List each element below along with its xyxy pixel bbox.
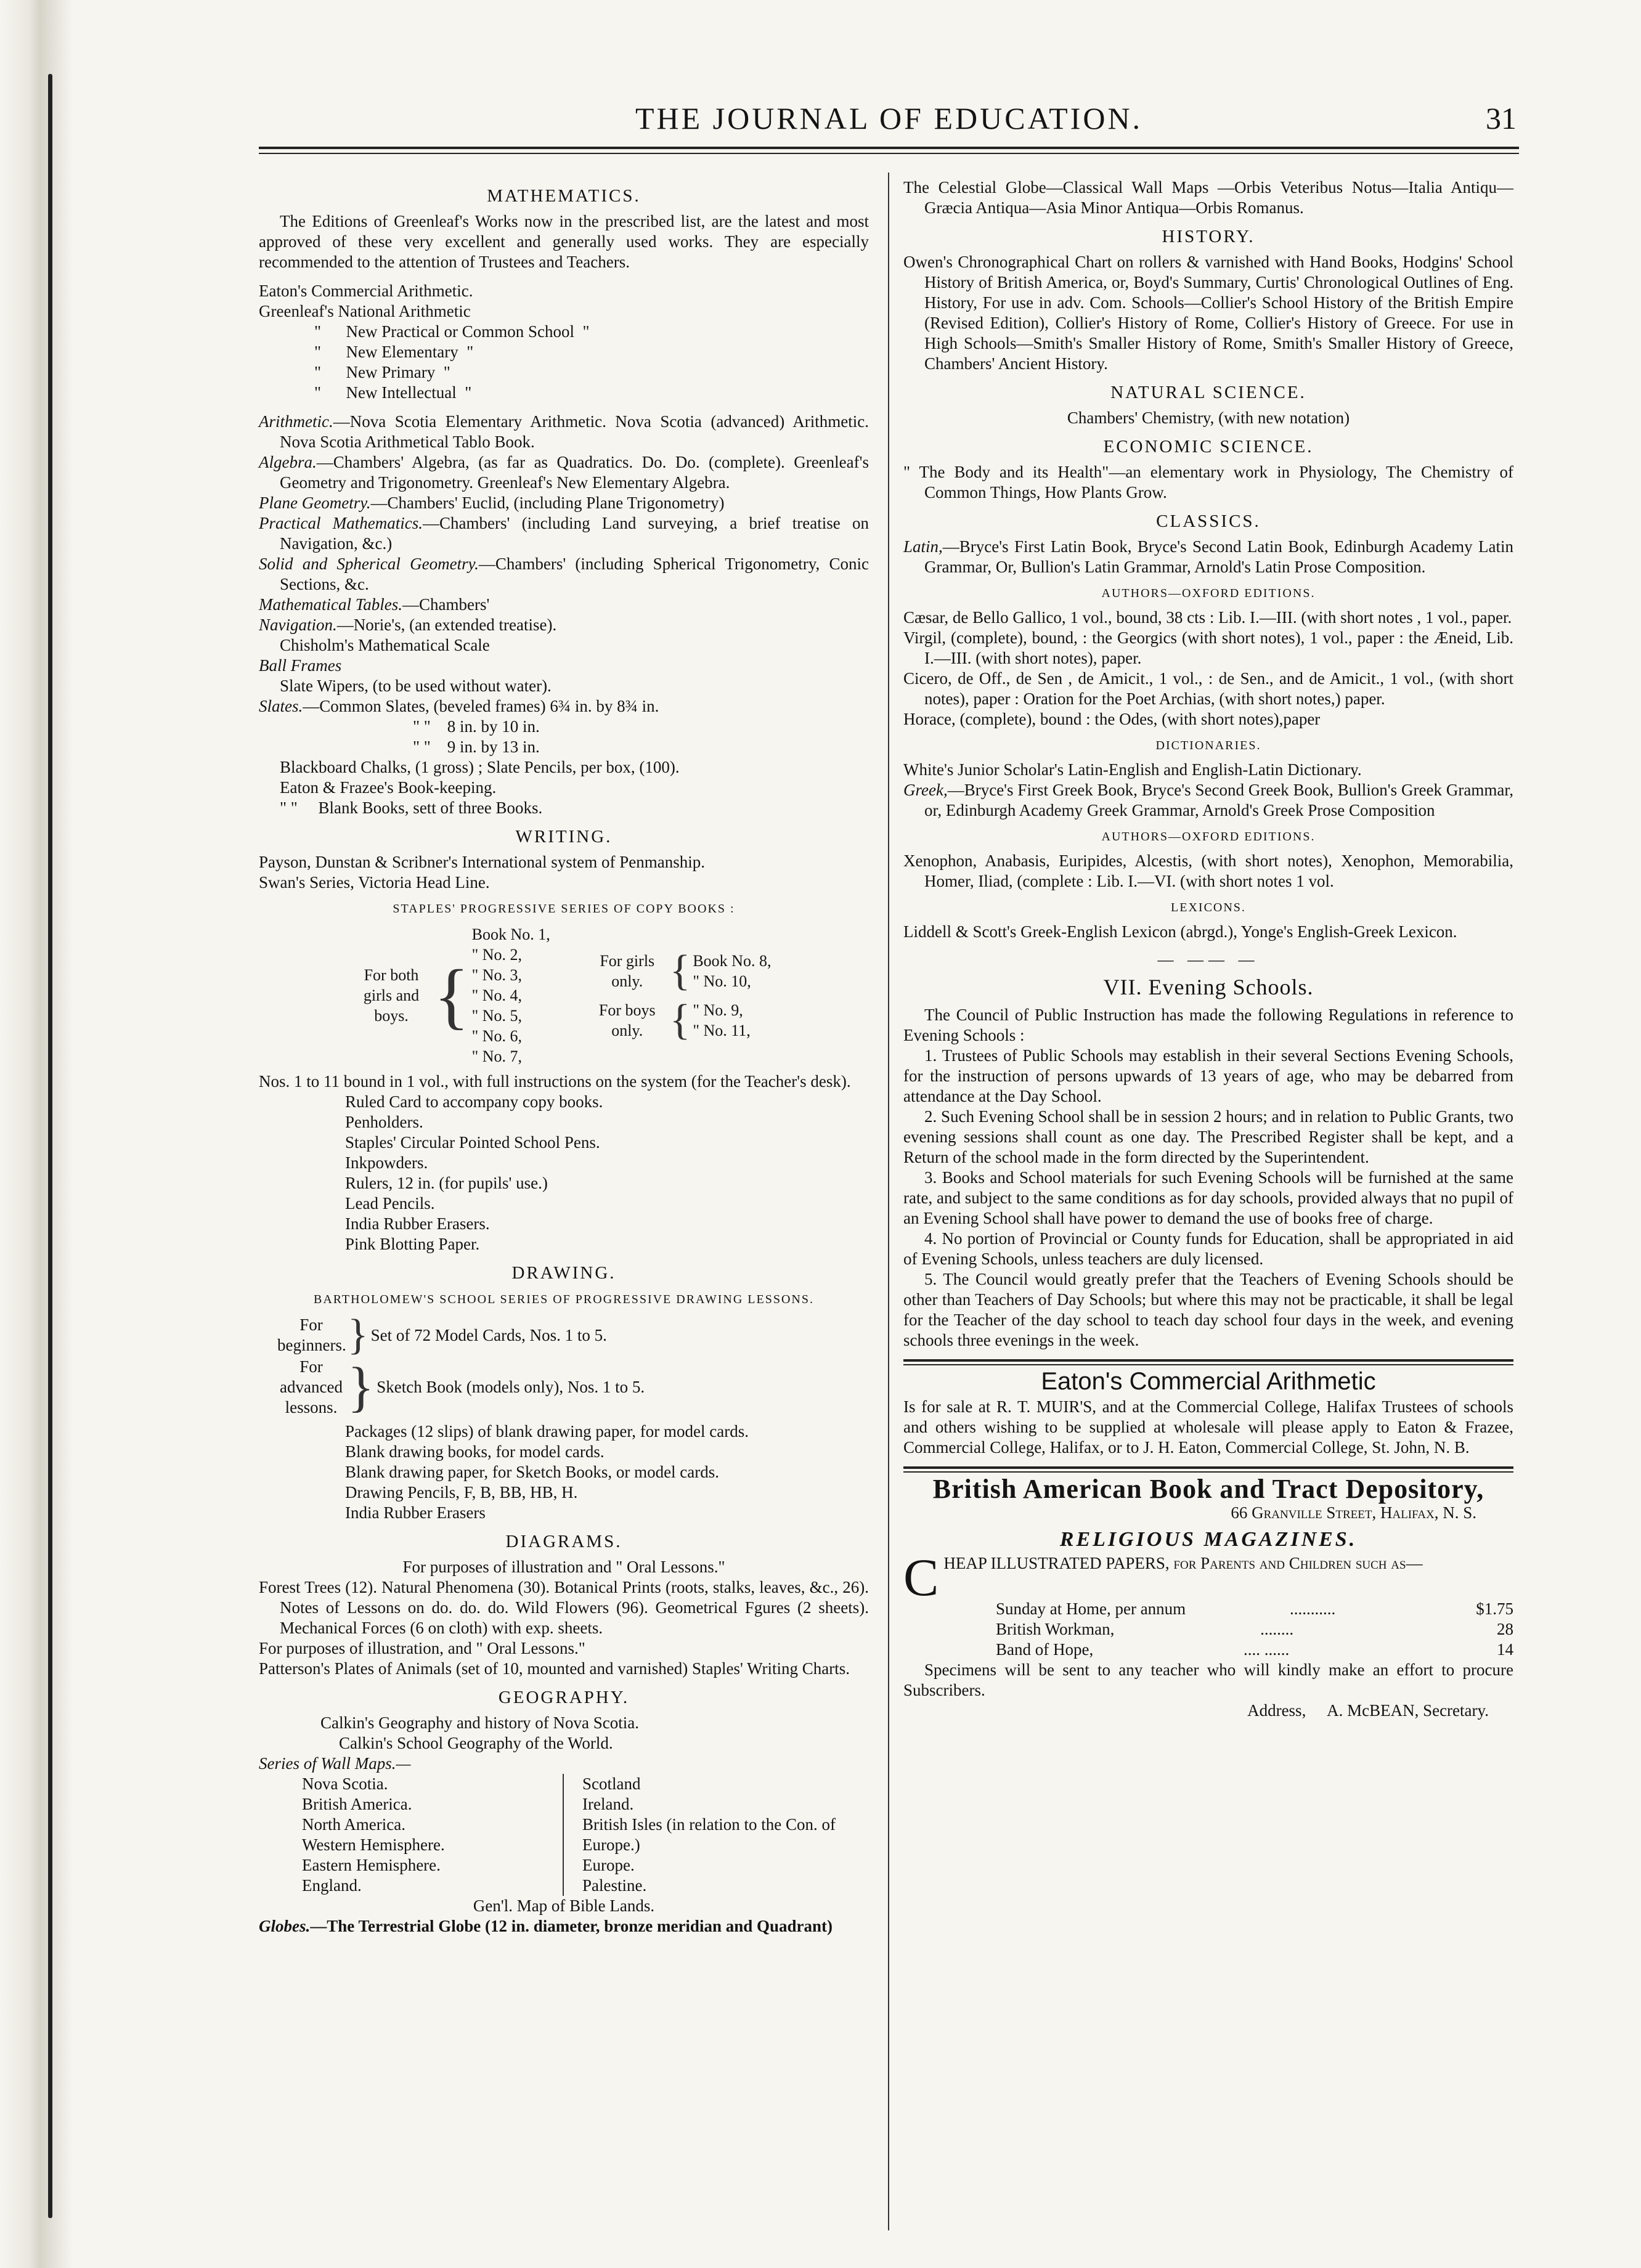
page-header: [259, 99, 1519, 142]
staples-heading: STAPLES' PROGRESSIVE SERIES OF COPY BOOKS :: [393, 902, 735, 916]
latin-entry: Latin,—Bryce's First Latin Book, Bryce's Second Latin Book, Edinburgh Academy Latin Grammar, Or, Bullion's Latin Grammar, Arnold's Latin Prose Composition.: [903, 537, 1513, 576]
geography-heading: GEOGRAPHY.: [498, 1688, 630, 1707]
authors-heading: AUTHORS—OXFORD EDITIONS.: [1101, 587, 1316, 600]
drawing-heading: DRAWING.: [511, 1263, 616, 1283]
math-entry: Mathematical Tables.—Chambers': [259, 595, 490, 614]
copy-books-table: [351, 924, 869, 1067]
brace-icon: {: [669, 946, 691, 994]
secretary-line: Address, A. McBEAN, Secretary.: [1247, 1701, 1489, 1720]
math-list-item: Greenleaf's National Arithmetic: [259, 302, 471, 320]
globes-entry: Globes.—The Terrestrial Globe (12 in. diameter, bronze meridian and Quadrant): [259, 1917, 833, 1935]
books-boys-list: " No. 9, " No. 11,: [693, 1001, 751, 1039]
book-keeping: Eaton & Frazee's Book-keeping.: [280, 778, 497, 797]
brace-icon: }: [348, 1311, 369, 1359]
writing-item: Penholders.: [345, 1113, 423, 1131]
drawing-item: Drawing Pencils, F, B, BB, HB, H.: [345, 1483, 578, 1502]
advanced-text: Sketch Book (models only), Nos. 1 to 5.: [377, 1378, 645, 1396]
map-item: Europe.: [582, 1856, 635, 1874]
wall-maps-series: Series of Wall Maps.—: [259, 1754, 411, 1773]
map-item: Eastern Hemisphere.: [302, 1856, 441, 1874]
paper-row: British Workman, ........ 28: [996, 1620, 1513, 1638]
evening-schools-heading: VII. Evening Schools.: [1103, 975, 1314, 999]
advanced-label: For advanced lessons.: [280, 1357, 343, 1416]
math-entry: Arithmetic.—Nova Scotia Elementary Arithmetic. Nova Scotia (advanced) Arithmetic. Nova Scotia Arithmetical Tablo Book.: [259, 412, 869, 451]
writing-item: Ruled Card to accompany copy books.: [345, 1092, 603, 1111]
ditto-item: " New Elementary ": [314, 343, 474, 361]
header-rule-thin: [259, 153, 1519, 154]
virgil-entry: Virgil, (complete), bound, : the Georgics (with short notes), 1 vol., paper : the Æneid, Lib. I.—III. (with short notes), paper.: [903, 628, 1513, 667]
slates-size: " " 9 in. by 13 in.: [413, 738, 540, 756]
slates-entry: Slates.—Common Slates, (beveled frames) 6¾ in. by 8¾ in.: [259, 697, 659, 715]
header-rule: [259, 147, 1519, 149]
map-item: British Isles (in relation to the Con. of Europe.): [582, 1815, 836, 1854]
ball-frames: Ball Frames: [259, 656, 342, 675]
mathematics-heading: MATHEMATICS.: [487, 186, 641, 206]
map-item: England.: [302, 1876, 362, 1895]
calkin-geography: Calkin's Geography and history of Nova Scotia.: [320, 1713, 640, 1732]
map-item: Scotland: [582, 1774, 641, 1793]
beginners-text: Set of 72 Model Cards, Nos. 1 to 5.: [370, 1325, 607, 1344]
brace-icon: }: [348, 1356, 375, 1418]
calkin-school: Calkin's School Geography of the World.: [339, 1734, 613, 1752]
drawing-item: Blank drawing books, for model cards.: [345, 1442, 605, 1461]
bible-lands-map: Gen'l. Map of Bible Lands.: [473, 1896, 655, 1915]
authors-heading-2: AUTHORS—OXFORD EDITIONS.: [1101, 830, 1316, 843]
right-column: [903, 177, 1513, 1721]
writing-item: Inkpowders.: [345, 1153, 428, 1172]
cicero-entry: Cicero, de Off., de Sen , de Amicit., 1 vol., : de Sen., and de Amicit., 1 vol., (with short notes), paper : Oration for the Poet Archias, (with short notes,) paper.: [903, 669, 1513, 708]
lexicons-heading: LEXICONS.: [1171, 901, 1246, 914]
white-dictionary: White's Junior Scholar's Latin-English and English-Latin Dictionary.: [903, 760, 1362, 779]
paper-row: Band of Hope, .... ...... 14: [996, 1640, 1513, 1659]
writing-item: Rulers, 12 in. (for pupils' use.): [345, 1174, 548, 1192]
section-separator: — —— —: [1157, 951, 1260, 969]
natural-science-heading: NATURAL SCIENCE.: [1110, 383, 1306, 402]
specimens-text: Specimens will be sent to any teacher who will kindly make an effort to procure Subscribers.: [903, 1660, 1513, 1699]
binding-spine: [48, 74, 52, 2218]
brace-icon: {: [434, 954, 470, 1036]
cheap-papers: HEAP ILLUSTRATED PAPERS, for Parents and Children such as—: [943, 1554, 1423, 1572]
math-entry: Solid and Spherical Geometry.—Chambers' (including Spherical Trigonometry, Conic Sections, &c.: [259, 555, 869, 593]
religious-magazines: RELIGIOUS MAGAZINES.: [1059, 1528, 1358, 1551]
diagrams-forest: Forest Trees (12). Natural Phenomena (30). Botanical Prints (roots, stalks, leaves, &c., 26). Notes of Lessons on do. do. do. Wild Flowers (96). Geometrical Fgures (2 sheets). Mechanical Forces (6 on cloth) with exp. sheets.: [259, 1578, 869, 1637]
ditto-item: " New Practical or Common School ": [314, 322, 590, 341]
diagrams-purposes: For purposes of illustration and " Oral Lessons.": [402, 1558, 725, 1576]
writing-item: Pink Blotting Paper.: [345, 1235, 480, 1253]
bartholomew-heading: BARTHOLOMEW'S SCHOOL SERIES OF PROGRESSIVE DRAWING LESSONS.: [313, 1293, 814, 1306]
math-entry: Algebra.—Chambers' Algebra, (as far as Quadratics. Do. Do. (complete). Greenleaf's Geometry and Trigonometry. Greenleaf's New Elementary Algebra.: [259, 453, 869, 492]
payson-system: Payson, Dunstan & Scribner's International system of Penmanship.: [259, 853, 706, 871]
map-item: Ireland.: [582, 1795, 634, 1813]
drawing-item: Packages (12 slips) of blank drawing paper, for model cards.: [345, 1422, 749, 1441]
economic-science-text: " The Body and its Health"—an elementary work in Physiology, The Chemistry of Common Things, How Plants Grow.: [903, 463, 1513, 502]
blackboard-chalks: Blackboard Chalks, (1 gross) ; Slate Pencils, per box, (100).: [280, 758, 680, 776]
blank-books: " " Blank Books, sett of three Books.: [280, 799, 543, 817]
map-item: Western Hemisphere.: [302, 1835, 445, 1854]
eaton-ad-text: Is for sale at R. T. MUIR'S, and at the Commercial College, Halifax Trustees of schools and others wishing to be supplied at wholesale will please apply to Eaton & Frazee, Commercial College, Halifax, or to J. H. Eaton, Commercial College, St. John, N. B.: [903, 1397, 1513, 1457]
left-column: [259, 177, 869, 1937]
books-both-list: Book No. 1, " No. 2, " No. 3, " No. 4, " No. 5, " No. 6, " No. 7,: [471, 925, 550, 1065]
writing-heading: WRITING.: [515, 827, 613, 847]
evening-rule: 4. No portion of Provincial or County funds for Education, shall be appropriated in aid of Evening Schools, unless teachers are duly licensed.: [903, 1229, 1513, 1268]
evening-intro: The Council of Public Instruction has made the following Regulations in reference to Evening Schools :: [903, 1006, 1513, 1044]
evening-rule: 3. Books and School materials for such Evening Schools will be furnished at the same rate, and subject to the same conditions as for day schools, provided always that no pupil of an Evening School shall have power to demand the use of books free of charge.: [903, 1168, 1513, 1227]
map-item: Palestine.: [582, 1876, 647, 1895]
economic-science-heading: ECONOMIC SCIENCE.: [1103, 437, 1314, 457]
math-entry: Plane Geometry.—Chambers' Euclid, (including Plane Trigonometry): [259, 494, 725, 512]
classics-heading: CLASSICS.: [1156, 511, 1261, 531]
chisholm-scale: Chisholm's Mathematical Scale: [280, 636, 490, 654]
books-girls-list: Book No. 8, " No. 10,: [693, 951, 772, 990]
diagrams-purposes2: For purposes of illustration, and " Oral Lessons.": [259, 1639, 585, 1657]
brace-icon: {: [669, 996, 691, 1044]
ditto-item: " New Primary ": [314, 363, 450, 381]
drawing-item: India Rubber Erasers: [345, 1503, 486, 1522]
journal-page: [259, 99, 1519, 2230]
map-item: Nova Scotia.: [302, 1774, 388, 1793]
evening-rule: 5. The Council would greatly prefer that the Teachers of Evening Schools should be other than Teachers of Day Schools; but where this may not be practicable, it shall be legal for the Teacher of the day school to teach day school four days in the week, and evening schools three evenings in the week.: [903, 1270, 1513, 1349]
ditto-item: " New Intellectual ": [314, 383, 472, 402]
drawing-item: Blank drawing paper, for Sketch Books, or model cards.: [345, 1463, 720, 1481]
history-heading: HISTORY.: [1162, 227, 1255, 246]
column-divider: [888, 173, 889, 2230]
boys-label: For boys only.: [598, 1001, 656, 1039]
diagrams-heading: DIAGRAMS.: [505, 1532, 622, 1551]
celestial-globe: The Celestial Globe—Classical Wall Maps —Orbis Veteribus Notus—Italia Antiqu—Græcia Antiqua—Asia Minor Antiqua—Orbis Romanus.: [903, 178, 1513, 217]
history-text: Owen's Chronographical Chart on rollers & varnished with Hand Books, Hodgins' School History of British America, or, Boyd's Summary, Curtis' Chronological Outlines of Eng. History, For use in adv. Com. Schools—Collier's School History of the British Empire (Revised Edition), Collier's History of Rome, Collier's History of Greece. For use in High Schools—Smith's Smaller History of Rome, Smith's Smaller History of Greece, Chambers' Ancient History.: [903, 253, 1513, 373]
page-binding: [0, 0, 73, 2268]
beginners-label: For beginners.: [277, 1315, 346, 1354]
diagrams-patterson: Patterson's Plates of Animals (set of 10, mounted and varnished) Staples' Writing Charts.: [259, 1659, 850, 1678]
dropcap-letter: C: [903, 1548, 939, 1607]
horace-entry: Horace, (complete), bound : the Odes, (with short notes),paper: [903, 710, 1321, 728]
wall-maps-grid: [259, 1774, 869, 1896]
nos-bound: Nos. 1 to 11 bound in 1 vol., with full instructions on the system (for the Teacher's desk).: [259, 1072, 851, 1091]
evening-rule: 1. Trustees of Public Schools may establish in their several Sections Evening Schools, for the instruction of persons upwards of 13 years of age, who may be debarred from attendance at the Day School.: [903, 1046, 1513, 1105]
map-item: North America.: [302, 1815, 405, 1834]
caesar-entry: Cæsar, de Bello Gallico, 1 vol., bound, 38 cts : Lib. I.—III. (with short notes , 1 vol., paper.: [903, 608, 1512, 627]
swan-series: Swan's Series, Victoria Head Line.: [259, 873, 490, 892]
math-entry: Practical Mathematics.—Chambers' (including Land surveying, a brief treatise on Navigation, &c.): [259, 514, 869, 553]
greek-entry: Greek,—Bryce's First Greek Book, Bryce's Second Greek Book, Bullion's Greek Grammar, or, Edinburgh Academy Greek Grammar, Arnold's Greek Prose Composition: [903, 781, 1513, 819]
writing-item: Lead Pencils.: [345, 1194, 435, 1213]
dictionaries-heading: DICTIONARIES.: [1155, 739, 1261, 752]
depository-address: 66 Granville Street, Halifax, N. S.: [1231, 1503, 1476, 1522]
writing-item: Staples' Circular Pointed School Pens.: [345, 1133, 600, 1152]
mathematics-intro: The Editions of Greenleaf's Works now in the prescribed list, are the latest and most approved of these very excellent and generally used works. They are especially recommended to the attention of Trustees and Teachers.: [259, 212, 869, 271]
liddell-lexicon: Liddell & Scott's Greek-English Lexicon (abrgd.), Yonge's English-Greek Lexicon.: [903, 922, 1457, 941]
both-label: For both girls and boys.: [363, 966, 420, 1025]
slate-wipers: Slate Wipers, (to be used without water).: [280, 677, 552, 695]
natural-science-text: Chambers' Chemistry, (with new notation): [1067, 408, 1350, 427]
eaton-ad-heading: Eaton's Commercial Arithmetic: [1041, 1368, 1376, 1395]
math-entry: Navigation.—Norie's, (an extended treatise).: [259, 616, 557, 634]
paper-row: Sunday at Home, per annum ........... $1.75: [996, 1599, 1513, 1618]
xenophon-entry: Xenophon, Anabasis, Euripides, Alcestis, (with short notes), Xenophon, Memorabilia, Homer, Iliad, (complete : Lib. I.—VI. (with short notes 1 vol.: [903, 852, 1513, 890]
map-item: British America.: [302, 1795, 412, 1813]
page-number: 31: [1486, 101, 1517, 136]
writing-item: India Rubber Erasers.: [345, 1214, 490, 1233]
journal-title: THE JOURNAL OF EDUCATION.: [635, 101, 1143, 136]
math-list-item: Eaton's Commercial Arithmetic.: [259, 282, 473, 300]
depository-heading: British American Book and Tract Depository,: [932, 1474, 1484, 1504]
evening-rule: 2. Such Evening School shall be in session 2 hours; and in relation to Public Grants, two evening sessions shall count as one day. The Prescribed Register shall be kept, and a Return of the school made in the form directed by the Superintendent.: [903, 1107, 1513, 1166]
slates-size: " " 8 in. by 10 in.: [413, 717, 540, 736]
girls-label: For girls only.: [600, 951, 655, 990]
